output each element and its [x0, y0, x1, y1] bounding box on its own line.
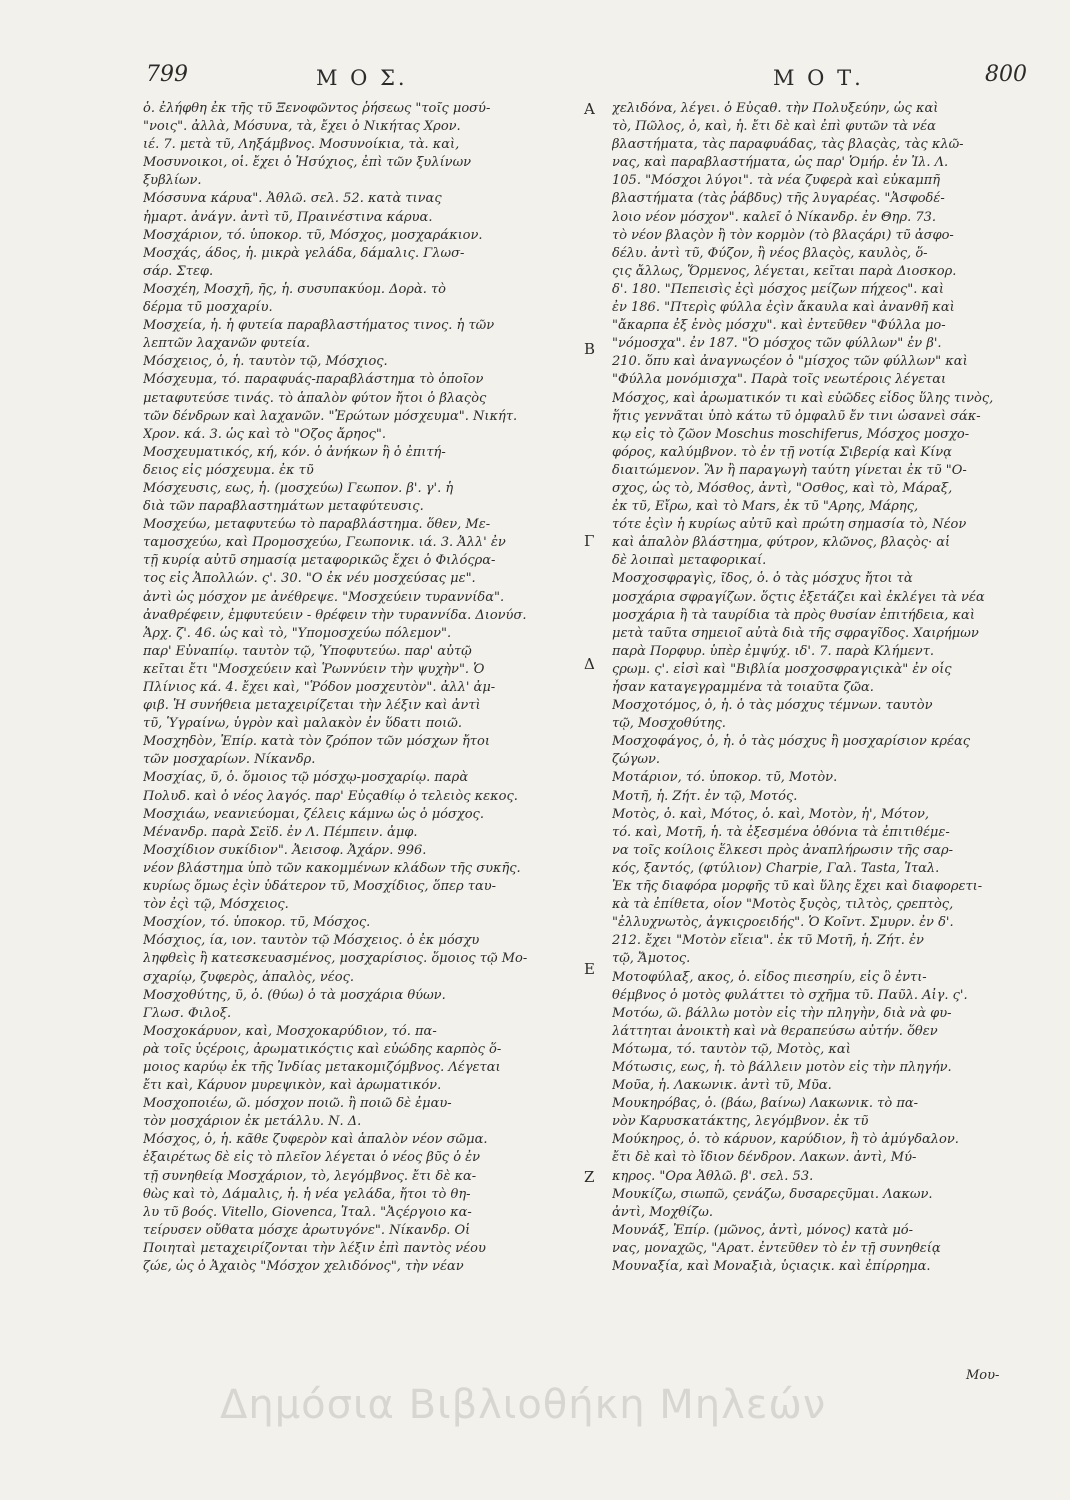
text-line: "Φύλλα μονόμισχα". Παρὰ τοῖς νεωτέροις λέγεται: [612, 372, 947, 388]
text-line: "ἐλλυχνωτὸς, ἀγκιςροειδής". Ὁ Κοῖντ. Σμυρν. ἐν δ'.: [612, 915, 954, 931]
text-line: ξυβλίων.: [143, 173, 202, 189]
text-line: Μοτοφύλαξ, ακος, ὁ. εἶδος πιεσηρίυ, εἰς ὃ ἐντι-: [612, 969, 927, 985]
text-line: δέρμα τῦ μοσχαρίυ.: [143, 300, 273, 316]
text-line: Μόσχευμα, τό. παραφυάς-παραβλάστημα τὸ ὁποῖον: [143, 372, 484, 388]
text-line: Μένανδρ. παρὰ Σεϊδ. ἐν Λ. Πέμπειν. ἀμφ.: [143, 824, 418, 840]
margin-letter: Δ: [584, 655, 595, 673]
text-line: καὶ ἁπαλὸν βλάστημα, φύτρον, κλῶνος, βλαςὸς· αἱ: [612, 535, 951, 551]
text-line: σχος, ὡς τὸ, Μόσθος, ἀντὶ, "Οσθος, καὶ τὸ, Μάραξ,: [612, 480, 953, 496]
text-line: Μοσχίον, τό. ὑποκορ. τῦ, Μόσχος.: [143, 915, 371, 931]
text-line: Μοσχίας, ῦ, ὁ. ὅμοιος τῷ μόσχῳ-μοσχαρίῳ. παρὰ: [143, 770, 469, 786]
page-number-left: 799: [146, 62, 188, 87]
text-line: Πολυδ. καὶ ὁ νέος λαγός. παρ' Εὐςαθίῳ ὁ τελειὸς κεκος.: [143, 788, 518, 804]
margin-letter: E: [584, 960, 595, 978]
text-line: λυ τῦ βοός. Vitello, Giovenca, Ἰταλ. "Ἀςέργοιο κα-: [143, 1204, 472, 1220]
text-line: Μότωμα, τό. ταυτὸν τῷ, Μοτὸς, καὶ: [612, 1041, 851, 1057]
text-line: παρ' Εὐναπίῳ. ταυτὸν τῷ, Ὑποφυτεύω. παρ' αὐτῷ: [143, 643, 472, 659]
text-line: τῶν δένδρων καὶ λαχανῶν. "Ἐρώτων μόσχευμα". Νικήτ.: [143, 408, 518, 424]
text-line: νας, καὶ παραβλαστήματα, ὡς παρ' Ὁμήρ. ἐν Ἰλ. Λ.: [612, 155, 949, 171]
text-line: Μοσχοτόμος, ὁ, ἡ. ὁ τὰς μόσχυς τέμνων. ταυτὸν: [612, 698, 933, 714]
text-line: νὸν Καρυσκατάκτης, λεγόμβνον. ἐκ τῦ: [612, 1114, 869, 1130]
text-line: διὰ τῶν παραβλαστημάτων μεταφύτευσις.: [143, 499, 424, 515]
text-line: ςις ἄλλως, Ὅρμενος, λέγεται, κεῖται παρὰ Διοσκορ.: [612, 263, 957, 279]
text-line: Ποιηταὶ μεταχειρίζονται τὴν λέξιν ἐπὶ παντὸς νέου: [143, 1240, 486, 1256]
text-line: Μουκίζω, σιωπῶ, ςενάζω, δυσαρεςῦμαι. Λακων.: [612, 1186, 933, 1202]
text-line: δὲ λοιπαὶ μεταφορικαί.: [612, 553, 767, 569]
text-line: Ἐκ τῆς διαφόρα μορφῆς τῦ καὶ ὕλης ἔχει καὶ διαφορετι-: [612, 879, 983, 895]
text-line: σχαρίῳ, ζυφερὸς, ἁπαλὸς, νέος.: [143, 969, 355, 985]
text-line: τότε ἐςὶν ἡ κυρίως αὐτῦ καὶ πρώτη σημασία τὸ, Νέον: [612, 517, 967, 533]
margin-letter: B: [584, 340, 596, 358]
text-line: ἀναθρέφειν, ἐμφυτεύειν - θρέφειν τὴν τυραννίδα. Διονύσ.: [143, 607, 527, 623]
text-line: βλαστήματα, τὰς παραφυάδας, τὰς βλαςὰς, τὰς κλῶ-: [612, 137, 964, 153]
text-line: κός, ξαντός, (φτύλιον) Charpie, Γαλ. Tasta, Ἰταλ.: [612, 860, 940, 876]
text-line: Μοσχάς, άδος, ἡ. μικρὰ γελάδα, δάμαλις. Γλωσ-: [143, 245, 465, 261]
text-line: Μοσχοποιέω, ῶ. μόσχον ποιῶ. ἢ ποιῶ δὲ ἐμαυ-: [143, 1096, 452, 1112]
text-line: ἡμαρτ. ἀνάγν. ἀντὶ τῦ, Πραινέστινα κάρυα.: [143, 209, 433, 225]
text-line: τῇ κυρίᾳ αὐτῦ σημασίᾳ μεταφορικῶς ἔχει ὁ Φιλόςρα-: [143, 553, 496, 569]
text-line: να τοῖς κοίλοις ἕλκεσι πρὸς ἀναπλήρωσιν τῆς σαρ-: [612, 842, 953, 858]
text-line: Μουνάξ, Ἐπίρ. (μῶνος, ἀντὶ, μόνος) κατὰ μό-: [612, 1222, 913, 1238]
text-line: δέλυ. ἀντὶ τῦ, Φύζον, ἢ νέος βλαςὸς, καυλὸς, ὅ-: [612, 245, 928, 261]
text-line: δειος εἰς μόσχευμα. ἐκ τῦ: [143, 462, 314, 478]
text-line: φόρος, καλύμβνον. τὸ ἐν τῇ νοτίᾳ Σιβερίᾳ καὶ Κίνᾳ: [612, 444, 952, 460]
text-line: Μοσχοφάγος, ὁ, ἡ. ὁ τὰς μόσχυς ἢ μοσχαρίσιον κρέας: [612, 734, 971, 750]
text-line: θέμβνος ὁ μοτὸς φυλάττει τὸ σχῆμα τῦ. Παῦλ. Αἰγ. ς'.: [612, 987, 968, 1003]
text-line: παρὰ Πορφυρ. ὑπὲρ ἐμψύχ. ιδ'. 7. παρὰ Κλήμεντ.: [612, 643, 935, 659]
text-line: ὁ. ἐλήφθη ἐκ τῆς τῦ Ξενοφῶντος ῥήσεως "τοῖς μοσύ-: [143, 101, 491, 116]
text-line: ἔτι καὶ, Κάρυον μυρεψικὸν, καὶ ἀρωματικόν.: [143, 1078, 442, 1094]
text-line: Μοσχιάω, νεανιεύομαι, ζέλεις κάμνω ὡς ὁ μόσχος.: [143, 806, 484, 822]
text-line: Μόσχιος, ία, ιον. ταυτὸν τῷ Μόσχειος. ὁ ἐκ μόσχυ: [143, 933, 480, 949]
text-line: τό. καὶ, Μοτῆ, ἡ. τὰ ἐξεσμένα ὀθόνια τὰ ἐπιτιθέμε-: [612, 824, 950, 840]
text-line: ταμοσχεύω, καὶ Προμοσχεύω, Γεωπονικ. ιά. 3. Ἀλλ' ἐν: [143, 535, 506, 551]
text-line: ἀντὶ, Μοχθίζω.: [612, 1204, 713, 1220]
text-line: τῇ συνηθείᾳ Μοσχάριον, τὸ, λεγόμβνος. ἔτι δὲ κα-: [143, 1168, 477, 1184]
running-head-right: Μ Ο Τ.: [773, 66, 864, 90]
text-line: "νόμοσχα". ἐν 187. "Ὁ μόσχος τῶν φύλλων" ἐν β'.: [612, 336, 942, 352]
text-line: μετὰ ταῦτα σημειοῖ αὐτὰ διὰ τῆς σφραγῖδος. Χαιρήμων: [612, 625, 979, 641]
text-line: σάρ. Στεφ.: [143, 263, 214, 279]
text-line: Μοῦα, ἡ. Λακωνικ. ἀντὶ τῦ, Μῦα.: [612, 1078, 832, 1094]
text-line: ζώε, ὡς ὁ Ἀχαιὸς "Μόσχον χελιδόνος", τὴν νέαν: [143, 1259, 464, 1274]
text-line: Μοτόω, ῶ. βάλλω μοτὸν εἰς τὴν πληγὴν, διὰ νὰ φυ-: [612, 1005, 952, 1021]
text-line: Μοσχευματικός, κή, κόν. ὁ ἀνήκων ἢ ὁ ἐπιτή-: [143, 444, 446, 460]
text-line: μοσχάρια ἢ τὰ ταυρίδια τὰ πρὸς θυσίαν ἐπιτήδεια, καὶ: [612, 607, 975, 623]
text-line: ςρωμ. ς'. εἰσὶ καὶ "Βιβλία μοσχοσφραγιςικὰ" ἐν οἷς: [612, 661, 952, 677]
text-line: τῦ, Ὑγραίνω, ὑγρὸν καὶ μαλακὸν ἐν ὕδατι ποιῶ.: [143, 716, 462, 732]
text-line: Μουκηρόβας, ὁ. (βάω, βαίνω) Λακωνικ. τὸ πα-: [612, 1096, 919, 1112]
text-line: Χρον. κά. 3. ὡς καὶ τὸ "Οζος ἄρηος".: [143, 426, 387, 442]
text-line: τὸν ἐςὶ τῷ, Μόσχειος.: [143, 897, 289, 913]
text-line: διαιτώμενον. Ἂν ἢ παραγωγὴ ταύτη γίνεται ἐκ τῦ "Ο-: [612, 462, 967, 478]
text-line: ζώγων.: [612, 752, 661, 768]
text-line: Μοτὸς, ὁ. καὶ, Μότος, ὁ. καὶ, Μοτὸν, ἡ', Μότον,: [612, 806, 930, 822]
text-line: τὸ νέον βλαςὸν ἢ τὸν κορμὸν (τὸ βλαςάρι) τῦ ἀσφο-: [612, 227, 954, 243]
text-line: "ἄκαρπα ἐξ ἑνὸς μόσχυ". καὶ ἐντεῦθεν "Φύλλα μο-: [612, 318, 946, 334]
text-line: μοσχάρια σφραγίζων. ὅςτις ἐξετάζει καὶ ἐκλέγει τὰ νέα: [612, 589, 985, 605]
text-line: νέον βλάστημα ὑπὸ τῶν κακομμένων κλάδων τῆς συκῆς.: [143, 860, 521, 876]
text-line: θὼς καὶ τὸ, Δάμαλις, ἡ. ἡ νέα γελάδα, ἤτοι τὸ θη-: [143, 1186, 471, 1202]
text-line: Μοσχέη, Μοσχῆ, ῆς, ἡ. συσυπακύομ. Δορὰ. τὸ: [143, 281, 447, 297]
margin-letter: A: [584, 100, 595, 118]
text-line: λάττηται ἀνοικτὴ καὶ νὰ θεραπεύσω αὐτήν. ὅθεν: [612, 1023, 938, 1039]
text-line: ἥτις γεννᾶται ὑπὸ κάτω τῦ ὀμφαλῦ ἔν τινι ὡσανεὶ σάκ-: [612, 408, 981, 424]
text-line: Μοσχεύω, μεταφυτεύω τὸ παραβλάστημα. ὅθεν, Με-: [143, 517, 491, 533]
text-line: Μοτῆ, ἡ. Ζήτ. ἐν τῷ, Μοτός.: [612, 788, 798, 804]
right-column: [612, 100, 1024, 1276]
text-line: ρὰ τοῖς ὑςέροις, ἀρωματικόςτις καὶ εὐώδης καρπὸς ὅ-: [143, 1041, 502, 1057]
catchword: Μου-: [966, 1368, 1000, 1383]
text-line: μοιος καρύῳ ἐκ τῆς Ἰνδίας μετακομιζόμβνος. Λέγεται: [143, 1059, 501, 1075]
text-line: ληφθεὶς ἢ κατεσκευασμένος, μοσχαρίσιος. ὅμοιος τῷ Μο-: [143, 951, 528, 967]
text-line: Μουναξία, καὶ Μοναξιὰ, ὑςιαςικ. καὶ ἐπίρρημα.: [612, 1259, 931, 1274]
text-line: Μόσχος, ὁ, ἡ. κᾶθε ζυφερὸν καὶ ἁπαλὸν νέον σῶμα.: [143, 1132, 488, 1148]
left-column: [143, 100, 569, 1276]
text-line: 210. ὅπυ καὶ ἀναγνωςέον ὁ "μίσχος τῶν φύλλων" καὶ: [612, 354, 968, 370]
text-line: ἔτι δὲ καὶ τὸ ἴδιον δένδρον. Λακων. ἀντὶ, Μύ-: [612, 1150, 917, 1166]
library-watermark: Δημόσια Βιβλιοθήκη Μηλεών: [220, 1382, 827, 1428]
text-line: τὸ, Πῶλος, ὁ, καὶ, ἡ. ἔτι δὲ καὶ ἐπὶ φυτῶν τὰ νέα: [612, 119, 936, 135]
text-line: 212. ἔχει "Μοτὸν εἴεια". ἐκ τῦ Μοτῆ, ἡ. Ζήτ. ἐν: [612, 933, 924, 949]
text-line: Μοσχοσφραγὶς, ῖδος, ὁ. ὁ τὰς μόσχυς ἤτοι τὰ: [612, 571, 913, 587]
text-line: κηρος. "Ορα Ἀθλῶ. β'. σελ. 53.: [612, 1168, 814, 1184]
text-line: Μοσχάριον, τό. ὑποκορ. τῦ, Μόσχος, μοσχαράκιον.: [143, 227, 483, 243]
text-line: ἀντὶ ὡς μόσχον με ἀνέθρεψε. "Μοσχεύειν τυραννίδα".: [143, 589, 505, 605]
text-line: κῳ εἰς τὸ ζῶον Moschus moschiferus, Μόσχος μοσχο-: [612, 426, 970, 442]
text-line: Μοτάριον, τό. ὑποκορ. τῦ, Μοτὸν.: [612, 770, 838, 786]
text-line: ἦσαν καταγεγραμμένα τὰ τοιαῦτα ζῶα.: [612, 680, 874, 695]
page-number-right: 800: [985, 62, 1027, 87]
text-line: ἐν 186. "Πτερὶς φύλλα ἐςὶν ἄκαυλα καὶ ἀνανθῆ καὶ: [612, 300, 955, 316]
text-line: λεπτῶν λαχανῶν φυτεία.: [143, 336, 310, 352]
margin-letter: Z: [584, 1168, 595, 1186]
text-line: τῷ, Ἄμοτος.: [612, 951, 691, 967]
text-line: τὸν μοσχάριον ἐκ μετάλλυ. Ν. Δ.: [143, 1114, 362, 1130]
text-line: ἐξαιρέτως δὲ εἰς τὸ πλεῖον λέγεται ὁ νέος βῦς ὁ ἐν: [143, 1150, 481, 1166]
text-line: Μότωσις, εως, ἡ. τὸ βάλλειν μοτὸν εἰς τὴν πληγήν.: [612, 1059, 952, 1075]
text-line: Μοσυνοικοι, οἱ. ἔχει ὁ Ἡσύχιος, ἐπὶ τῶν ξυλίνων: [143, 155, 472, 171]
running-head-left: Μ Ο Σ.: [316, 66, 408, 90]
text-line: νας, μοναχῶς, "Αρατ. ἐντεῦθεν τὸ ἐν τῇ συνηθείᾳ: [612, 1240, 941, 1256]
text-line: Μόσχευσις, εως, ἡ. (μοσχεύω) Γεωπον. β'. γ'. ἡ: [143, 480, 454, 496]
text-line: Μοσχεία, ἡ. ἡ φυτεία παραβλαστήματος τινος. ἡ τῶν: [143, 318, 495, 334]
text-line: Μούκηρος, ὁ. τὸ κάρυον, καρύδιον, ἢ τὸ ἀμύγδαλον.: [612, 1132, 959, 1148]
text-line: χελιδόνα, λέγει. ὁ Εὐςαθ. τὴν Πολυξεύην, ὡς καὶ: [612, 101, 939, 116]
text-line: δ'. 180. "Πεπεισὶς ἐςὶ μόσχος μείζων πήχεος". καὶ: [612, 281, 944, 297]
text-line: κυρίως ὅμως ἐςὶν ὑδάτερον τῦ, Μοσχίδιος, ὅπερ ταυ-: [143, 879, 497, 895]
text-line: λοιο νέον μόσχον". καλεῖ ὁ Νίκανδρ. ἐν Θηρ. 73.: [612, 209, 937, 225]
text-line: Μοσχοκάρυον, καὶ, Μοσχοκαρύδιον, τό. πα-: [143, 1023, 437, 1039]
text-line: "νοις". ἀλλὰ, Μόσυνα, τὰ, ἔχει ὁ Νικήτας Χρον.: [143, 119, 461, 135]
text-line: τῷ, Μοσχοθύτης.: [612, 716, 726, 732]
margin-letter: Γ: [584, 532, 595, 550]
text-line: φιβ. Ἡ συνήθεια μεταχειρίζεται τὴν λέξιν καὶ ἀντὶ: [143, 698, 481, 714]
text-line: Μοσχοθύτης, ῦ, ὁ. (θύω) ὁ τὰ μοσχάρια θύων.: [143, 987, 446, 1003]
text-line: Μόσχειος, ὁ, ἡ. ταυτὸν τῷ, Μόσχιος.: [143, 354, 388, 370]
text-line: μεταφυτεύσε τινάς. τὸ ἁπαλὸν φύτον ἤτοι ὁ βλαςὸς: [143, 390, 487, 406]
text-line: τῶν μοσχαρίων. Νίκανδρ.: [143, 752, 316, 768]
text-line: κὰ τὰ ἐπίθετα, οἷον "Μοτὸς ξυςὸς, τιλτὸς, ςρεπτὸς,: [612, 897, 954, 913]
text-line: Μοσχίδιον συκίδιον". Ἀεισοφ. Ἀχάρν. 996.: [143, 842, 427, 858]
text-line: 105. "Μόσχοι λύγοι". τὰ νέα ζυφερὰ καὶ εὐκαμπῆ: [612, 173, 941, 189]
text-line: Μόσχος, καὶ ἀρωματικόν τι καὶ εὐῶδες εἶδος ὕλης τινὸς,: [612, 390, 994, 406]
text-line: Πλίνιος κά. 4. ἔχει καὶ, "Ῥόδον μοσχευτὸν". ἀλλ' ἀμ-: [143, 680, 496, 695]
text-line: κεῖται ἔτι "Μοσχεύειν καὶ Ῥωννύειν τὴν ψυχὴν". Ὁ: [143, 661, 485, 677]
text-line: βλαστήματα (τὰς ῥάβδυς) τῆς λυγαρέας. "Ἀσφοδέ-: [612, 191, 945, 207]
text-line: τείρυσεν οὔθατα μόσχε ἀρωτυγόνε". Νίκανδρ. Οἱ: [143, 1222, 471, 1238]
text-line: τος εἰς Ἀπολλών. ς'. 30. "Ο ἐκ νέυ μοσχεύσας με".: [143, 571, 476, 587]
text-line: Μοσχηδὸν, Ἐπίρ. κατὰ τὸν ζρόπον τῶν μόσχων ἤτοι: [143, 734, 490, 750]
text-line: Μόσσυνα κάρυα". Ἀθλῶ. σελ. 52. κατὰ τινας: [143, 191, 442, 207]
text-line: Γλωσ. Φιλοξ.: [143, 1005, 232, 1021]
text-line: ἐκ τῦ, Εἴρω, καὶ τὸ Mars, ἐκ τῦ "Αρης, Μάρης,: [612, 499, 919, 515]
text-line: ιέ. 7. μετὰ τῦ, Ληξάμβνος. Μοσυνοίκια, τὰ. καὶ,: [143, 137, 460, 153]
text-line: Ἀρχ. ζ'. 46. ὡς καὶ τὸ, "Υπομοσχεύω πόλεμον".: [143, 625, 452, 641]
